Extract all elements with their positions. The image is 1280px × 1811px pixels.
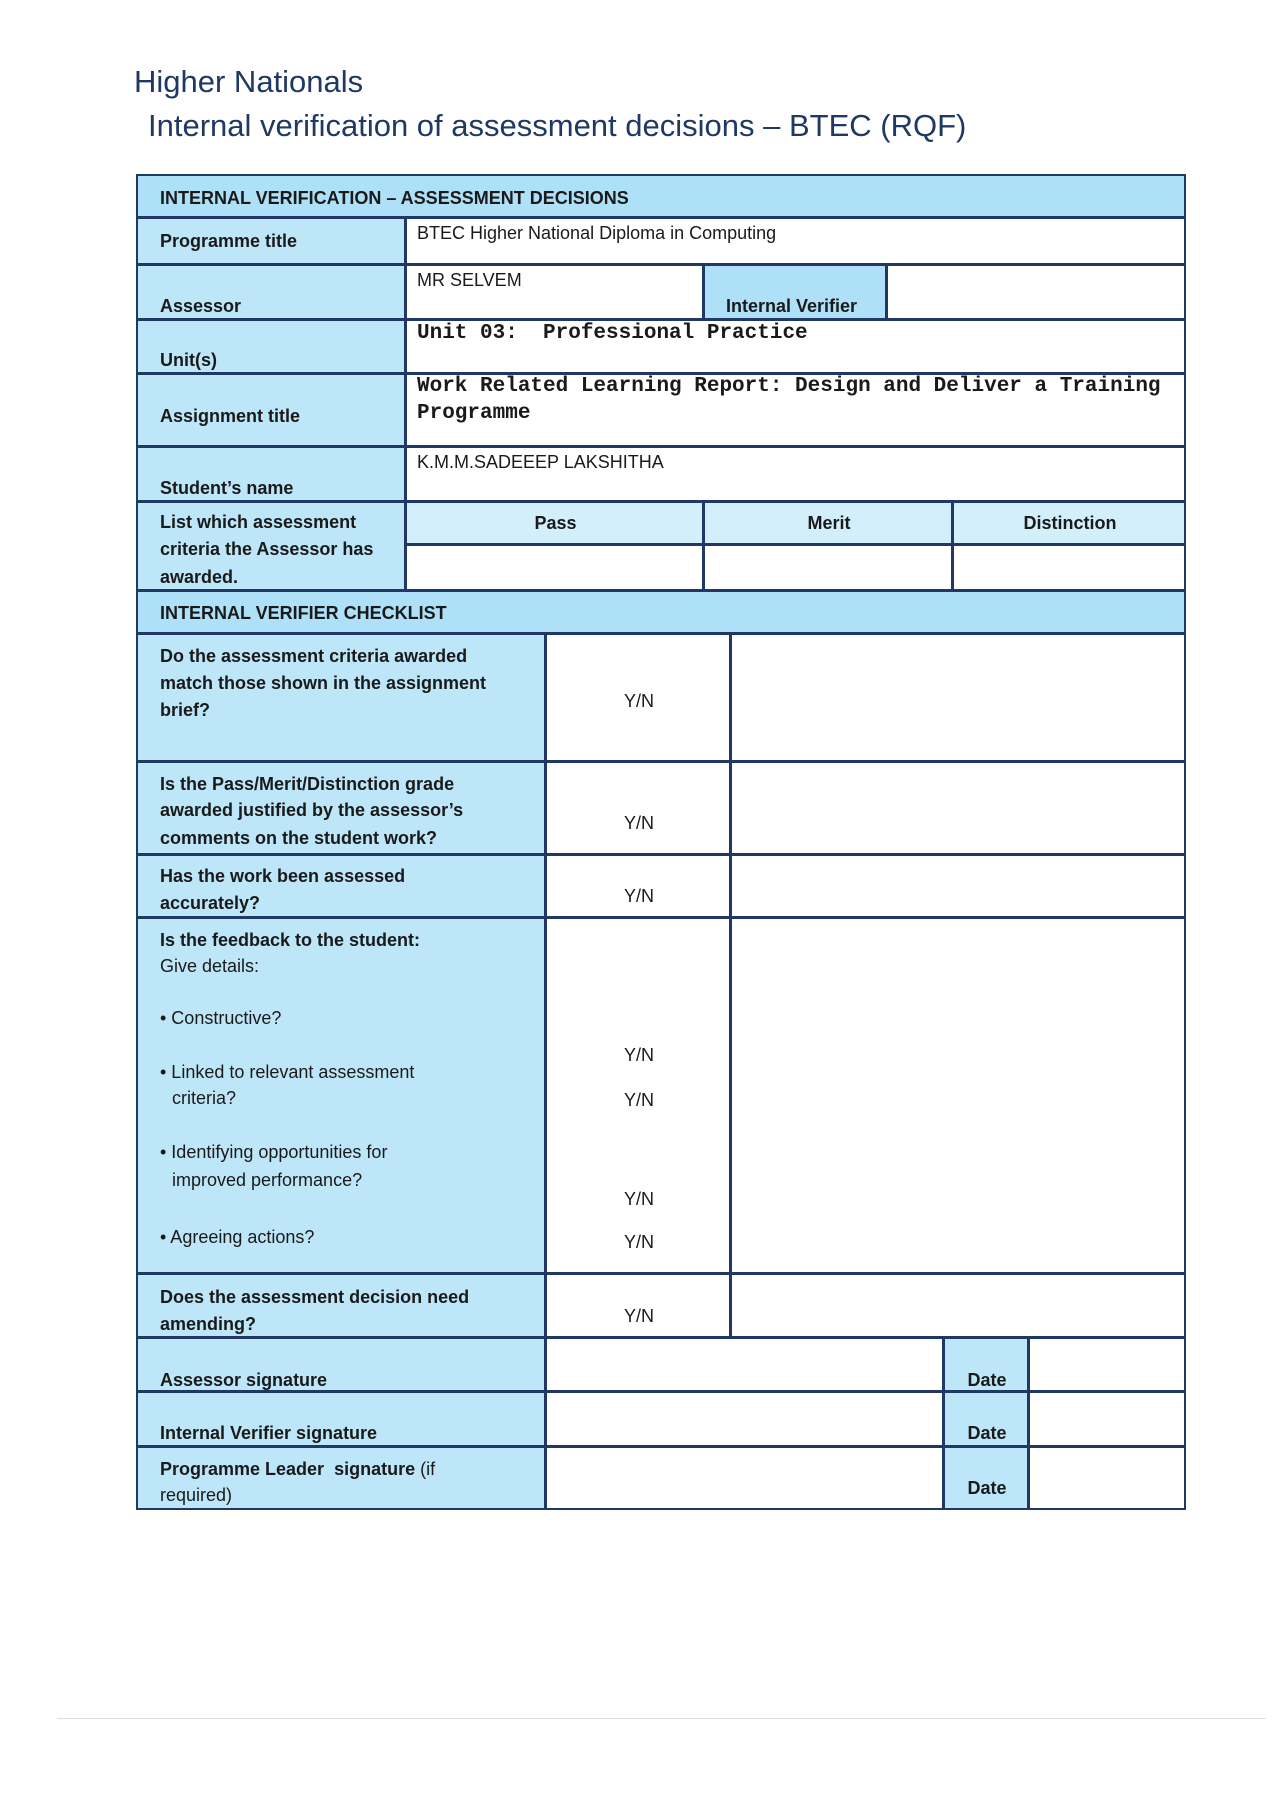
q5-comment-cell[interactable] (730, 1273, 1186, 1338)
q4-item: • Linked to relevant assessment (160, 1062, 415, 1082)
q2-text: Is the Pass/Merit/Distinction grade (160, 774, 455, 794)
pl-signature-label-line2: required) (160, 1485, 233, 1505)
section-title-checklist: INTERNAL VERIFIER CHECKLIST (160, 603, 447, 623)
q4-title: Is the feedback to the student: (160, 930, 421, 950)
pass-header: Pass (534, 513, 577, 533)
q4-comment-cell[interactable] (730, 917, 1186, 1274)
heading-line1: Higher Nationals (134, 64, 364, 99)
internal-verifier-label: Internal Verifier (726, 296, 858, 316)
distinction-header: Distinction (1023, 513, 1117, 533)
internal-verifier-value-cell[interactable] (886, 264, 1186, 320)
q4-yn: Y/N (623, 1090, 654, 1110)
assessor-value: MR SELVEM (417, 270, 522, 290)
q4-give-details: Give details: (160, 956, 260, 976)
assessor-date-label: Date (967, 1370, 1007, 1390)
q5-text: Does the assessment decision need (160, 1287, 470, 1307)
assessor-signature-field[interactable] (545, 1337, 944, 1392)
q4-yn: Y/N (623, 1189, 654, 1209)
q1-text: match those shown in the assignment (160, 673, 487, 693)
q3-text: accurately? (160, 893, 261, 913)
pl-signature-label (160, 1458, 435, 1480)
unit-label: Unit(s) (160, 350, 217, 370)
q4-item: • Identifying opportunities for (160, 1142, 388, 1162)
q2-yn: Y/N (623, 813, 654, 833)
q4-yn: Y/N (623, 1232, 654, 1252)
q3-comment-cell[interactable] (730, 854, 1186, 918)
iv-signature-field[interactable] (545, 1391, 944, 1447)
merit-criteria-cell[interactable] (703, 544, 953, 591)
q1-text: brief? (160, 700, 211, 720)
criteria-label-line: List which assessment (160, 512, 357, 532)
pl-date-field[interactable] (1028, 1446, 1186, 1510)
q2-text: awarded justified by the assessor’s (160, 800, 464, 820)
q1-comment-cell[interactable] (730, 633, 1186, 762)
criteria-label-line: criteria the Assessor has (160, 539, 374, 559)
section-title-decisions: INTERNAL VERIFICATION – ASSESSMENT DECISIONS (160, 188, 629, 208)
q4-item-cont: criteria? (172, 1088, 237, 1108)
pass-criteria-cell[interactable] (405, 544, 704, 591)
q1-text: Do the assessment criteria awarded (160, 646, 468, 666)
assessor-signature-label: Assessor signature (160, 1370, 328, 1390)
pl-date-label: Date (967, 1478, 1007, 1498)
student-value: K.M.M.SADEEEP LAKSHITHA (417, 452, 664, 472)
q1-yn: Y/N (623, 691, 654, 711)
q4-item-cont: improved performance? (172, 1170, 363, 1190)
q4-yn: Y/N (623, 1045, 654, 1065)
merit-header: Merit (807, 513, 851, 533)
pl-signature-label-bold: Programme Leader signature (160, 1459, 416, 1479)
unit-value: Unit 03: Professional Practice (417, 322, 808, 345)
q3-yn: Y/N (623, 886, 654, 906)
q2-text: comments on the student work? (160, 828, 438, 848)
iv-signature-label: Internal Verifier signature (160, 1423, 378, 1443)
q4-item: • Constructive? (160, 1008, 282, 1028)
heading-line2: Internal verification of assessment decisions – BTEC (RQF) (148, 108, 967, 143)
q4-item: • Agreeing actions? (160, 1227, 315, 1247)
page-divider (57, 1718, 1266, 1719)
assignment-label: Assignment title (160, 406, 301, 426)
distinction-criteria-cell[interactable] (952, 544, 1186, 591)
assessor-label: Assessor (160, 296, 242, 316)
assignment-value-line1: Work Related Learning Report: Design and Deliver a Training (417, 375, 1161, 398)
q5-yn: Y/N (623, 1306, 654, 1326)
q5-text: amending? (160, 1314, 257, 1334)
programme-value: BTEC Higher National Diploma in Computing (417, 223, 777, 243)
pl-signature-field[interactable] (545, 1446, 944, 1510)
assignment-value-line2: Programme (417, 402, 531, 425)
iv-date-field[interactable] (1028, 1391, 1186, 1447)
pl-signature-label-rest: (if (415, 1459, 436, 1479)
student-label: Student’s name (160, 478, 294, 498)
assessor-date-field[interactable] (1028, 1337, 1186, 1392)
iv-date-label: Date (967, 1423, 1007, 1443)
q2-yn-cell[interactable] (545, 761, 731, 855)
programme-label: Programme title (160, 231, 298, 251)
q2-comment-cell[interactable] (730, 761, 1186, 855)
criteria-label-line: awarded. (160, 567, 239, 587)
q3-text: Has the work been assessed (160, 866, 406, 886)
